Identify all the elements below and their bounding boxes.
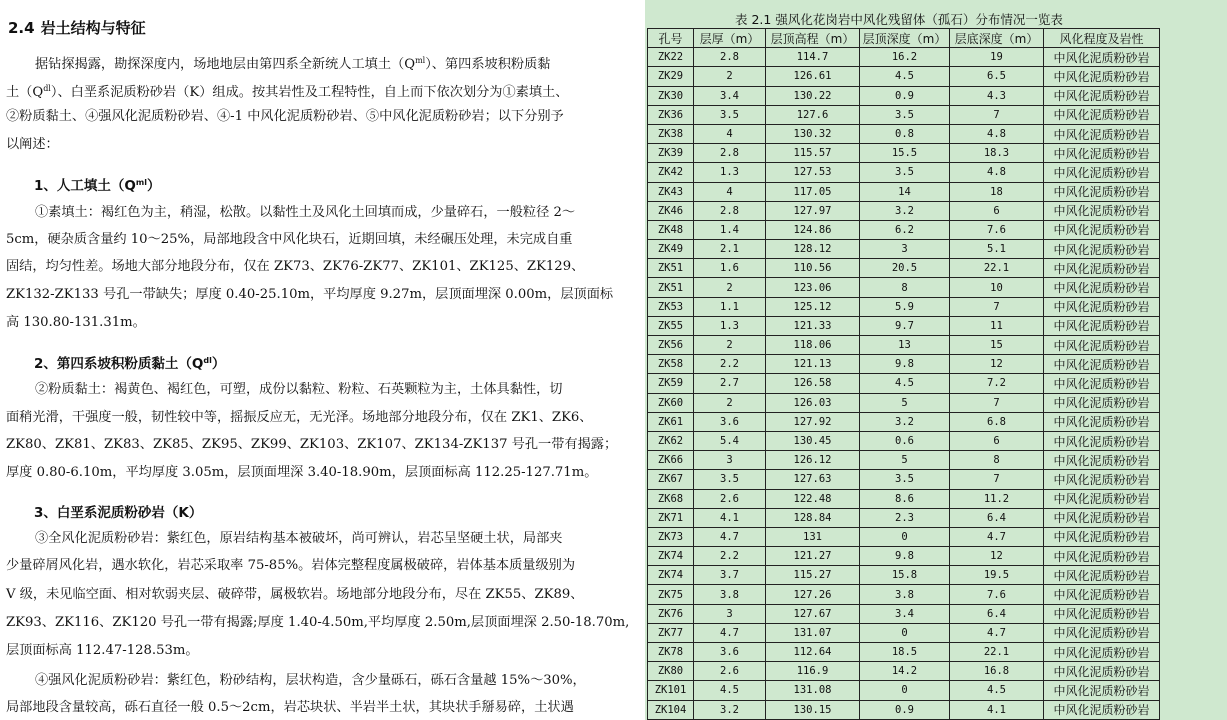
table-row xyxy=(648,240,1160,259)
table-row xyxy=(648,566,1160,585)
cell-weathering: 中风化泥质粉砂岩 xyxy=(1044,662,1160,681)
cell-hole-id: ZK75 xyxy=(648,585,694,604)
cell-thickness: 3 xyxy=(694,451,766,470)
cell-hole-id: ZK74 xyxy=(648,566,694,585)
cell-bottom-depth: 11 xyxy=(950,316,1044,335)
table-row xyxy=(648,508,1160,527)
cell-weathering: 中风化泥质粉砂岩 xyxy=(1044,182,1160,201)
cell-top-elevation: 124.86 xyxy=(766,220,860,239)
table-row xyxy=(648,431,1160,450)
header-weathering: 风化程度及岩性 xyxy=(1044,29,1160,48)
cell-top-depth: 3.8 xyxy=(860,585,950,604)
cell-top-elevation: 122.48 xyxy=(766,489,860,508)
cell-hole-id: ZK53 xyxy=(648,297,694,316)
cell-weathering: 中风化泥质粉砂岩 xyxy=(1044,105,1160,124)
cell-hole-id: ZK76 xyxy=(648,604,694,623)
table-row xyxy=(648,623,1160,642)
table-row xyxy=(648,700,1160,719)
cell-hole-id: ZK43 xyxy=(648,182,694,201)
cell-thickness: 2 xyxy=(694,336,766,355)
p3-line-4: ZK93、ZK116、ZK120 号孔一带有揭露;厚度 1.40-4.50m,平均厚度 2.50m,层顶面埋深 2.50-18.70m, xyxy=(6,615,630,630)
cell-bottom-depth: 4.5 xyxy=(950,681,1044,700)
cell-weathering: 中风化泥质粉砂岩 xyxy=(1044,566,1160,585)
cell-bottom-depth: 19.5 xyxy=(950,566,1044,585)
cell-bottom-depth: 6.4 xyxy=(950,508,1044,527)
cell-weathering: 中风化泥质粉砂岩 xyxy=(1044,48,1160,67)
cell-hole-id: ZK67 xyxy=(648,470,694,489)
cell-hole-id: ZK62 xyxy=(648,431,694,450)
cell-top-elevation: 115.57 xyxy=(766,144,860,163)
cell-bottom-depth: 22.1 xyxy=(950,643,1044,662)
cell-weathering: 中风化泥质粉砂岩 xyxy=(1044,681,1160,700)
cell-top-depth: 2.3 xyxy=(860,508,950,527)
cell-thickness: 4.7 xyxy=(694,527,766,546)
cell-weathering: 中风化泥质粉砂岩 xyxy=(1044,623,1160,642)
cell-top-depth: 9.8 xyxy=(860,547,950,566)
cell-thickness: 4 xyxy=(694,124,766,143)
cell-thickness: 2.2 xyxy=(694,355,766,374)
cell-hole-id: ZK71 xyxy=(648,508,694,527)
cell-hole-id: ZK59 xyxy=(648,374,694,393)
table-row xyxy=(648,278,1160,297)
cell-weathering: 中风化泥质粉砂岩 xyxy=(1044,316,1160,335)
intro-line-4: 以阐述： xyxy=(6,137,59,152)
cell-top-depth: 16.2 xyxy=(860,48,950,67)
table-row xyxy=(648,604,1160,623)
cell-thickness: 1.4 xyxy=(694,220,766,239)
cell-hole-id: ZK101 xyxy=(648,681,694,700)
cell-thickness: 2.8 xyxy=(694,144,766,163)
cell-thickness: 1.3 xyxy=(694,316,766,335)
cell-thickness: 2.8 xyxy=(694,201,766,220)
cell-top-elevation: 114.7 xyxy=(766,48,860,67)
cell-bottom-depth: 7.2 xyxy=(950,374,1044,393)
cell-weathering: 中风化泥质粉砂岩 xyxy=(1044,470,1160,489)
cell-bottom-depth: 18.3 xyxy=(950,144,1044,163)
cell-top-depth: 5 xyxy=(860,393,950,412)
section-number: 2.4 xyxy=(8,19,35,37)
cell-bottom-depth: 7 xyxy=(950,470,1044,489)
header-top-elevation: 层顶高程（m） xyxy=(766,29,860,48)
cell-bottom-depth: 6.8 xyxy=(950,412,1044,431)
cell-top-depth: 3.5 xyxy=(860,105,950,124)
cell-thickness: 3.6 xyxy=(694,643,766,662)
cell-bottom-depth: 4.3 xyxy=(950,86,1044,105)
cell-hole-id: ZK36 xyxy=(648,105,694,124)
cell-top-elevation: 116.9 xyxy=(766,662,860,681)
p2-line-1: ②粉质黏土：褐黄色、褐红色，可塑，成份以黏粒、粉粒、石英颗粒为主，土体具黏性，切 xyxy=(35,382,563,397)
p2-line-4: 厚度 0.80-6.10m，平均厚度 3.05m，层顶面埋深 3.40-18.90m，层顶面标高 112.25-127.71m。 xyxy=(6,465,598,480)
cell-bottom-depth: 16.8 xyxy=(950,662,1044,681)
cell-bottom-depth: 4.7 xyxy=(950,623,1044,642)
cell-top-depth: 14 xyxy=(860,182,950,201)
cell-top-depth: 3 xyxy=(860,240,950,259)
cell-bottom-depth: 4.7 xyxy=(950,527,1044,546)
p2-line-2: 面稍光滑，干强度一般，韧性较中等，摇振反应无，无光泽。场地部分地段分布，仅在 ZK1、ZK6、 xyxy=(6,410,593,425)
cell-hole-id: ZK39 xyxy=(648,144,694,163)
cell-weathering: 中风化泥质粉砂岩 xyxy=(1044,547,1160,566)
cell-hole-id: ZK68 xyxy=(648,489,694,508)
cell-bottom-depth: 11.2 xyxy=(950,489,1044,508)
table-row xyxy=(648,124,1160,143)
cell-hole-id: ZK46 xyxy=(648,201,694,220)
table-row xyxy=(648,585,1160,604)
p4-line-2: 局部地段含量较高，砾石直径一般 0.5～2cm，岩芯块状、半岩半土状，其块状手掰易碎，土状遇 xyxy=(6,700,574,715)
cell-bottom-depth: 7.6 xyxy=(950,585,1044,604)
p3-line-1: ③全风化泥质粉砂岩：紫红色，原岩结构基本被破坏，尚可辨认，岩芯呈坚硬土状，局部夹 xyxy=(35,531,563,546)
cell-thickness: 2.6 xyxy=(694,662,766,681)
cell-thickness: 2.7 xyxy=(694,374,766,393)
header-thickness: 层厚（m） xyxy=(694,29,766,48)
table-row xyxy=(648,527,1160,546)
cell-hole-id: ZK22 xyxy=(648,48,694,67)
p1-line-2: 5cm，硬杂质含量约 10～25%，局部地段含中风化块石，近期回填，未经碾压处理，未完成自重 xyxy=(6,232,573,247)
table-row xyxy=(648,67,1160,86)
cell-thickness: 2.6 xyxy=(694,489,766,508)
cell-bottom-depth: 7 xyxy=(950,393,1044,412)
subsection-2-title: 2、第四系坡积粉质黏土$(Q^{dl})$ xyxy=(34,356,226,372)
cell-top-depth: 0 xyxy=(860,681,950,700)
cell-hole-id: ZK80 xyxy=(648,662,694,681)
table-row xyxy=(648,662,1160,681)
cell-top-elevation: 127.67 xyxy=(766,604,860,623)
table-row xyxy=(648,48,1160,67)
cell-thickness: 3 xyxy=(694,604,766,623)
table-row xyxy=(648,220,1160,239)
table-row xyxy=(648,316,1160,335)
table-row xyxy=(648,374,1160,393)
cell-hole-id: ZK74 xyxy=(648,547,694,566)
cell-top-elevation: 118.06 xyxy=(766,336,860,355)
cell-top-elevation: 126.61 xyxy=(766,67,860,86)
cell-hole-id: ZK51 xyxy=(648,259,694,278)
cell-bottom-depth: 6 xyxy=(950,201,1044,220)
cell-top-elevation: 131.08 xyxy=(766,681,860,700)
cell-weathering: 中风化泥质粉砂岩 xyxy=(1044,278,1160,297)
cell-weathering: 中风化泥质粉砂岩 xyxy=(1044,489,1160,508)
table-row xyxy=(648,163,1160,182)
cell-hole-id: ZK38 xyxy=(648,124,694,143)
cell-top-depth: 8.6 xyxy=(860,489,950,508)
cell-top-elevation: 110.56 xyxy=(766,259,860,278)
cell-hole-id: ZK66 xyxy=(648,451,694,470)
p3-line-3: V 级，未见临空面、相对软弱夹层、破碎带，属极软岩。场地部分地段分布，尽在 ZK55、ZK89、 xyxy=(6,587,584,602)
cell-top-elevation: 112.64 xyxy=(766,643,860,662)
cell-top-elevation: 130.22 xyxy=(766,86,860,105)
cell-thickness: 3.7 xyxy=(694,566,766,585)
cell-weathering: 中风化泥质粉砂岩 xyxy=(1044,163,1160,182)
cell-hole-id: ZK48 xyxy=(648,220,694,239)
cell-top-depth: 9.8 xyxy=(860,355,950,374)
cell-thickness: 2 xyxy=(694,278,766,297)
table-title: 表 2.1 强风化花岗岩中风化残留体（孤石）分布情况一览表 xyxy=(735,12,1063,27)
table-row xyxy=(648,144,1160,163)
cell-top-depth: 15.5 xyxy=(860,144,950,163)
p2-line-3: ZK80、ZK81、ZK83、ZK85、ZK95、ZK99、ZK103、ZK107、ZK134-ZK137 号孔一带有揭露； xyxy=(6,437,618,452)
cell-top-elevation: 125.12 xyxy=(766,297,860,316)
intro-line-1: 据钻探揭露，勘探深度内，场地地层由第四系全新统人工填土$(Q^{ml})$、第四系坡积粉质黏 xyxy=(35,56,551,72)
cell-weathering: 中风化泥质粉砂岩 xyxy=(1044,259,1160,278)
table-header-row xyxy=(648,29,1160,48)
table-row xyxy=(648,547,1160,566)
cell-thickness: 4.7 xyxy=(694,623,766,642)
cell-top-depth: 6.2 xyxy=(860,220,950,239)
cell-thickness: 4 xyxy=(694,182,766,201)
intro-line-2: 土$(Q^{dl})$、白垩系泥质粉砂岩（K）组成。按其岩性及工程特性，自上而下依次划分为①素填土、 xyxy=(6,84,569,100)
p3-line-5: 层顶面标高 112.47-128.53m。 xyxy=(6,643,199,658)
table-row xyxy=(648,681,1160,700)
cell-thickness: 2 xyxy=(694,67,766,86)
cell-thickness: 1.6 xyxy=(694,259,766,278)
cell-thickness: 3.8 xyxy=(694,585,766,604)
cell-thickness: 4.5 xyxy=(694,681,766,700)
table-row xyxy=(648,470,1160,489)
cell-hole-id: ZK60 xyxy=(648,393,694,412)
cell-weathering: 中风化泥质粉砂岩 xyxy=(1044,144,1160,163)
table-row xyxy=(648,355,1160,374)
cell-top-depth: 15.8 xyxy=(860,566,950,585)
cell-bottom-depth: 4.8 xyxy=(950,163,1044,182)
cell-thickness: 1.3 xyxy=(694,163,766,182)
table-body xyxy=(648,48,1160,720)
cell-thickness: 2.1 xyxy=(694,240,766,259)
cell-bottom-depth: 18 xyxy=(950,182,1044,201)
table-row xyxy=(648,182,1160,201)
cell-weathering: 中风化泥质粉砂岩 xyxy=(1044,336,1160,355)
cell-bottom-depth: 10 xyxy=(950,278,1044,297)
cell-thickness: 4.1 xyxy=(694,508,766,527)
cell-top-elevation: 127.26 xyxy=(766,585,860,604)
cell-top-depth: 3.2 xyxy=(860,412,950,431)
cell-top-depth: 4.5 xyxy=(860,374,950,393)
cell-bottom-depth: 12 xyxy=(950,355,1044,374)
cell-bottom-depth: 22.1 xyxy=(950,259,1044,278)
p1-line-5: 高 130.80-131.31m。 xyxy=(6,315,146,330)
cell-hole-id: ZK30 xyxy=(648,86,694,105)
p1-line-3: 固结，均匀性差。场地大部分地段分布，仅在 ZK73、ZK76-ZK77、ZK101、ZK125、ZK129、 xyxy=(6,259,585,274)
cell-top-depth: 0 xyxy=(860,623,950,642)
cell-top-depth: 20.5 xyxy=(860,259,950,278)
cell-top-elevation: 121.13 xyxy=(766,355,860,374)
table-row xyxy=(648,336,1160,355)
cell-top-depth: 4.5 xyxy=(860,67,950,86)
cell-weathering: 中风化泥质粉砂岩 xyxy=(1044,86,1160,105)
cell-bottom-depth: 6 xyxy=(950,431,1044,450)
table-row xyxy=(648,86,1160,105)
p1-line-1: ①素填土：褐红色为主，稍湿，松散。以黏性土及风化土回填而成，少量碎石，一般粒径 2～ xyxy=(35,205,576,220)
cell-top-depth: 0.6 xyxy=(860,431,950,450)
cell-weathering: 中风化泥质粉砂岩 xyxy=(1044,412,1160,431)
cell-top-depth: 13 xyxy=(860,336,950,355)
p4-line-1: ④强风化泥质粉砂岩：紫红色，粉砂结构，层状构造，含少量砾石，砾石含量越 15%～30%， xyxy=(35,673,586,688)
cell-thickness: 3.5 xyxy=(694,470,766,489)
cell-hole-id: ZK56 xyxy=(648,336,694,355)
cell-weathering: 中风化泥质粉砂岩 xyxy=(1044,604,1160,623)
cell-top-depth: 14.2 xyxy=(860,662,950,681)
cell-weathering: 中风化泥质粉砂岩 xyxy=(1044,451,1160,470)
table-row xyxy=(648,643,1160,662)
table-row xyxy=(648,393,1160,412)
cell-top-depth: 0.8 xyxy=(860,124,950,143)
cell-bottom-depth: 7 xyxy=(950,297,1044,316)
cell-weathering: 中风化泥质粉砂岩 xyxy=(1044,527,1160,546)
cell-hole-id: ZK104 xyxy=(648,700,694,719)
section-title: 岩土结构与特征 xyxy=(40,19,146,37)
cell-bottom-depth: 6.4 xyxy=(950,604,1044,623)
cell-hole-id: ZK42 xyxy=(648,163,694,182)
cell-thickness: 5.4 xyxy=(694,431,766,450)
table-panel xyxy=(645,0,1227,720)
cell-weathering: 中风化泥质粉砂岩 xyxy=(1044,220,1160,239)
cell-top-depth: 0.9 xyxy=(860,700,950,719)
boulder-table xyxy=(647,28,1160,720)
cell-hole-id: ZK51 xyxy=(648,278,694,297)
cell-bottom-depth: 4.1 xyxy=(950,700,1044,719)
cell-thickness: 3.5 xyxy=(694,105,766,124)
cell-top-depth: 3.4 xyxy=(860,604,950,623)
cell-top-elevation: 127.92 xyxy=(766,412,860,431)
cell-top-depth: 0.9 xyxy=(860,86,950,105)
cell-weathering: 中风化泥质粉砂岩 xyxy=(1044,124,1160,143)
cell-top-elevation: 126.03 xyxy=(766,393,860,412)
cell-bottom-depth: 5.1 xyxy=(950,240,1044,259)
cell-bottom-depth: 12 xyxy=(950,547,1044,566)
table-row xyxy=(648,451,1160,470)
header-top-depth: 层顶深度（m） xyxy=(860,29,950,48)
table-row xyxy=(648,489,1160,508)
cell-thickness: 2.8 xyxy=(694,48,766,67)
cell-weathering: 中风化泥质粉砂岩 xyxy=(1044,700,1160,719)
cell-weathering: 中风化泥质粉砂岩 xyxy=(1044,240,1160,259)
cell-bottom-depth: 6.5 xyxy=(950,67,1044,86)
cell-top-depth: 8 xyxy=(860,278,950,297)
table-row xyxy=(648,412,1160,431)
cell-weathering: 中风化泥质粉砂岩 xyxy=(1044,585,1160,604)
subsection-1-title: 1、人工填土$(Q^{ml})$ xyxy=(34,178,161,194)
cell-bottom-depth: 7.6 xyxy=(950,220,1044,239)
cell-bottom-depth: 15 xyxy=(950,336,1044,355)
cell-top-elevation: 121.27 xyxy=(766,547,860,566)
cell-top-elevation: 130.45 xyxy=(766,431,860,450)
cell-hole-id: ZK78 xyxy=(648,643,694,662)
cell-bottom-depth: 4.8 xyxy=(950,124,1044,143)
cell-weathering: 中风化泥质粉砂岩 xyxy=(1044,355,1160,374)
cell-top-depth: 3.5 xyxy=(860,163,950,182)
cell-weathering: 中风化泥质粉砂岩 xyxy=(1044,508,1160,527)
cell-top-elevation: 128.84 xyxy=(766,508,860,527)
cell-top-elevation: 127.63 xyxy=(766,470,860,489)
subsection-3-title: 3、白垩系泥质粉砂岩（K） xyxy=(34,505,203,521)
cell-top-elevation: 127.53 xyxy=(766,163,860,182)
cell-top-depth: 0 xyxy=(860,527,950,546)
cell-thickness: 1.1 xyxy=(694,297,766,316)
cell-top-depth: 18.5 xyxy=(860,643,950,662)
cell-hole-id: ZK77 xyxy=(648,623,694,642)
cell-bottom-depth: 8 xyxy=(950,451,1044,470)
cell-thickness: 3.6 xyxy=(694,412,766,431)
cell-thickness: 3.2 xyxy=(694,700,766,719)
cell-hole-id: ZK61 xyxy=(648,412,694,431)
cell-top-elevation: 128.12 xyxy=(766,240,860,259)
cell-hole-id: ZK58 xyxy=(648,355,694,374)
cell-top-elevation: 131.07 xyxy=(766,623,860,642)
cell-weathering: 中风化泥质粉砂岩 xyxy=(1044,374,1160,393)
intro-line-3: ②粉质黏土、④强风化泥质粉砂岩、④-1 中风化泥质粉砂岩、⑤中风化泥质粉砂岩；以下分别予 xyxy=(6,109,564,124)
cell-hole-id: ZK55 xyxy=(648,316,694,335)
cell-weathering: 中风化泥质粉砂岩 xyxy=(1044,67,1160,86)
cell-top-elevation: 123.06 xyxy=(766,278,860,297)
p3-line-2: 少量碎屑风化岩，遇水软化，岩芯采取率 75-85%。岩体完整程度属极破碎，岩体基本质量级别为 xyxy=(6,558,576,573)
p1-line-4: ZK132-ZK133 号孔一带缺失；厚度 0.40-25.10m，平均厚度 9.27m，层顶面埋深 0.00m，层顶面标 xyxy=(6,287,614,302)
cell-weathering: 中风化泥质粉砂岩 xyxy=(1044,431,1160,450)
cell-top-depth: 3.5 xyxy=(860,470,950,489)
table-row xyxy=(648,105,1160,124)
table-row xyxy=(648,201,1160,220)
cell-weathering: 中风化泥质粉砂岩 xyxy=(1044,201,1160,220)
header-hole-id: 孔号 xyxy=(648,29,694,48)
cell-top-elevation: 126.12 xyxy=(766,451,860,470)
cell-hole-id: ZK49 xyxy=(648,240,694,259)
cell-thickness: 2.2 xyxy=(694,547,766,566)
cell-bottom-depth: 19 xyxy=(950,48,1044,67)
cell-top-elevation: 121.33 xyxy=(766,316,860,335)
cell-top-depth: 5.9 xyxy=(860,297,950,316)
cell-weathering: 中风化泥质粉砂岩 xyxy=(1044,393,1160,412)
cell-top-elevation: 130.32 xyxy=(766,124,860,143)
cell-top-depth: 9.7 xyxy=(860,316,950,335)
cell-top-elevation: 127.97 xyxy=(766,201,860,220)
table-row xyxy=(648,259,1160,278)
cell-top-elevation: 131 xyxy=(766,527,860,546)
cell-top-depth: 5 xyxy=(860,451,950,470)
header-bottom-depth: 层底深度（m） xyxy=(950,29,1044,48)
cell-top-elevation: 126.58 xyxy=(766,374,860,393)
cell-top-elevation: 127.6 xyxy=(766,105,860,124)
cell-thickness: 2 xyxy=(694,393,766,412)
cell-top-elevation: 117.05 xyxy=(766,182,860,201)
table-row xyxy=(648,297,1160,316)
cell-top-elevation: 130.15 xyxy=(766,700,860,719)
cell-hole-id: ZK73 xyxy=(648,527,694,546)
cell-weathering: 中风化泥质粉砂岩 xyxy=(1044,297,1160,316)
cell-hole-id: ZK29 xyxy=(648,67,694,86)
section-heading xyxy=(8,17,146,38)
cell-top-elevation: 115.27 xyxy=(766,566,860,585)
cell-weathering: 中风化泥质粉砂岩 xyxy=(1044,643,1160,662)
cell-thickness: 3.4 xyxy=(694,86,766,105)
cell-top-depth: 3.2 xyxy=(860,201,950,220)
cell-bottom-depth: 7 xyxy=(950,105,1044,124)
